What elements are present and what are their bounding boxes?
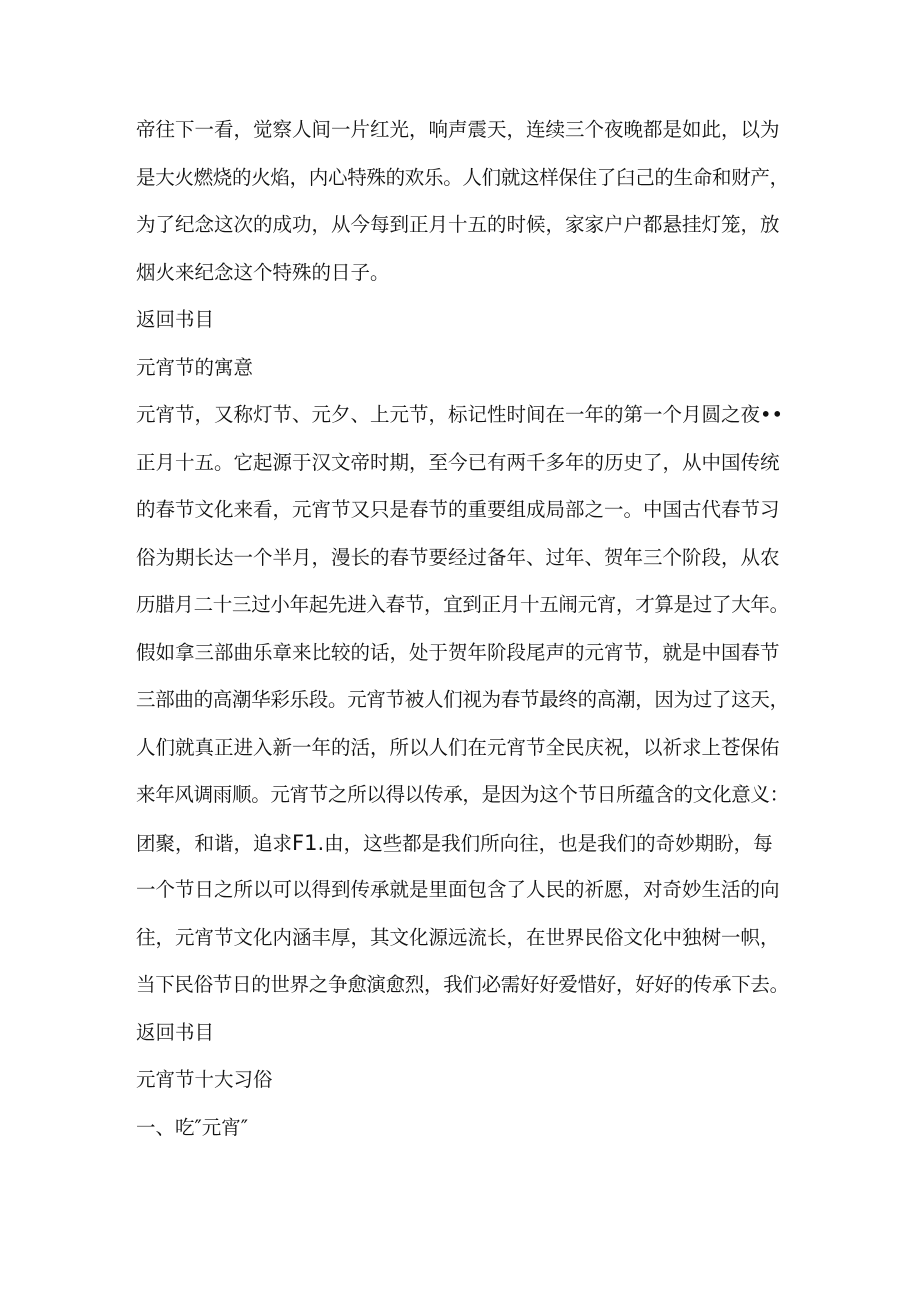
paragraph-line: 正月十五。它起源于汉文帝时期，至今已有两千多年的历史了，从中国传统	[136, 450, 780, 474]
paragraph-line: 三部曲的高潮华彩乐段。元宵节被人们视为春节最终的高潮，因为过了这天，	[136, 688, 789, 711]
paragraph-text: 由，这些都是我们所向往，也是我们的奇妙期盼，每	[324, 831, 773, 855]
paragraph-line: 来年风调雨顺。元宵节之所以得以传承，是因为这个节日所蕴含的文化意义：	[136, 783, 789, 806]
back-to-contents-link[interactable]: 返回书目	[136, 308, 215, 331]
paragraph-line: 俗为期长达一个半月，漫长的春节要经过备年、过年、贺年三个阶段，从农	[136, 545, 780, 569]
paragraph-line: 往，元宵节文化内涵丰厚，其文化源远流长，在世界民俗文化中独树一帜，	[136, 925, 780, 949]
paragraph-line: 历腊月二十三过小年起先进入春节，宜到正月十五闹元宵，才算是过了大年。	[136, 593, 789, 616]
paragraph-line: 是大火燃烧的火焰，内心特殊的欢乐。人们就这样保住了臼己的生命和财产，	[136, 165, 789, 189]
paragraph-line: 的春节文化来看，元宵节又只是春节的重要组成局部之一。中国古代春节习	[136, 498, 780, 521]
back-to-contents-link[interactable]: 返回书目	[136, 1020, 215, 1044]
paragraph-line: 当下民俗节日的世界之争愈演愈烈，我们必需好好爱惜好，好好的传承下去。	[136, 973, 789, 996]
paragraph-line	[136, 825, 798, 873]
paragraph-line: 假如拿三部曲乐章来比较的话，处于贺年阶段尾声的元宵节，就是中国春节	[136, 640, 780, 664]
paragraph-text: 团聚，和谐，追求	[136, 831, 293, 855]
paragraph-line: 烟火来纪念这个特殊的日子。	[136, 260, 390, 284]
sub-heading: 一、吃″元宵″	[136, 1115, 249, 1139]
paragraph-line: 元宵节，又称灯节、元夕、上元节，标记性时间在一年的第一个月圆之夜••	[136, 403, 784, 426]
paragraph-line: 为了纪念这次的成功，从今每到正月十五的时候，家家户户都悬挂灯笼，放	[136, 213, 780, 236]
garbled-text: F1.	[292, 830, 325, 855]
document-page	[136, 112, 798, 1157]
section-heading: 元宵节十大习俗	[136, 1068, 273, 1091]
paragraph-line: 人们就真正进入新一年的活，所以人们在元宵节全民庆祝，以祈求上苍保佑	[136, 735, 780, 759]
paragraph-line: 帝往下一看，觉察人间一片红光，响声震天，连续三个夜晚都是如此，以为	[136, 118, 780, 141]
section-heading: 元宵节的寓意	[136, 355, 254, 379]
paragraph-line: 一个节日之所以可以得到传承就是里面包含了人民的祈愿，对奇妙生活的向	[136, 878, 780, 901]
